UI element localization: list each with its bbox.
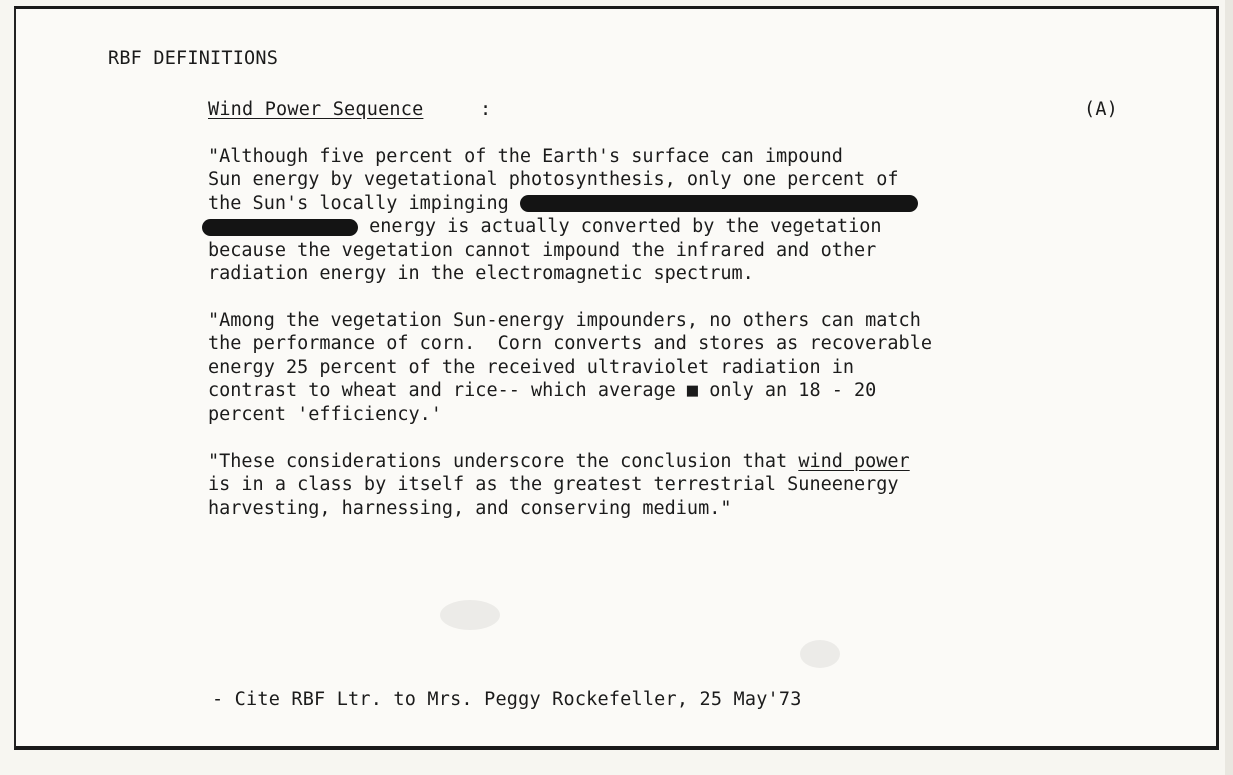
paragraph-2-line-2: the performance of corn. Corn converts and stores as recoverable [208,333,932,355]
wind-power-underlined: wind power [798,451,910,472]
section-marker: (A) [1084,99,1119,120]
paragraph-3-line-1 [208,450,910,473]
redaction-mark [202,219,358,236]
redaction-mark [520,195,918,212]
paragraph-3-line-2: is in a class by itself as the greatest terrestrial Suneenergy [208,474,899,496]
paper-smudge [440,600,500,630]
paragraph-1 [208,145,918,285]
section-title-text: Wind Power Sequence [208,99,424,120]
paragraph-3 [208,450,910,520]
paragraph-3-line-3: harvesting, harnessing, and conserving medium." [208,497,732,519]
paragraph-2-line-3: energy 25 percent of the received ultraviolet radiation in [208,356,855,378]
paragraph-2-line-5: percent 'efficiency.' [208,403,442,425]
section-title-colon: : [480,99,492,120]
paragraph-1-line-1: "Although five percent of the Earth's surface can impound [208,146,843,167]
paragraph-1-line-3 [208,192,918,215]
paragraph-1-line-3-text: the Sun's locally impinging [208,192,520,214]
document-header: RBF DEFINITIONS [108,48,279,69]
paragraph-2-line-1: "Among the vegetation Sun-energy impounders, no others can match [208,310,921,331]
paragraph-1-line-2: Sun energy by vegetational photosynthesis, only one percent of [208,169,899,191]
paragraph-1-line-6: radiation energy in the electromagnetic spectrum. [208,263,754,285]
paragraph-1-line-5: because the vegetation cannot impound the infrared and other [208,239,877,261]
paragraph-3-line-1-text: "These considerations underscore the conclusion that [208,451,799,472]
citation: - Cite RBF Ltr. to Mrs. Peggy Rockefeller, 25 May'73 [212,689,802,710]
paragraph-2-line-4: contrast to wheat and rice-- which average ■ only an 18 - 20 [208,380,877,402]
page-edge [1225,0,1233,775]
paper-smudge [800,640,840,668]
paragraph-1-line-4 [208,215,918,238]
section-title [208,98,423,121]
paragraph-1-line-4-text: energy is actually converted by the vegetation [358,216,882,238]
paragraph-2 [208,309,932,426]
